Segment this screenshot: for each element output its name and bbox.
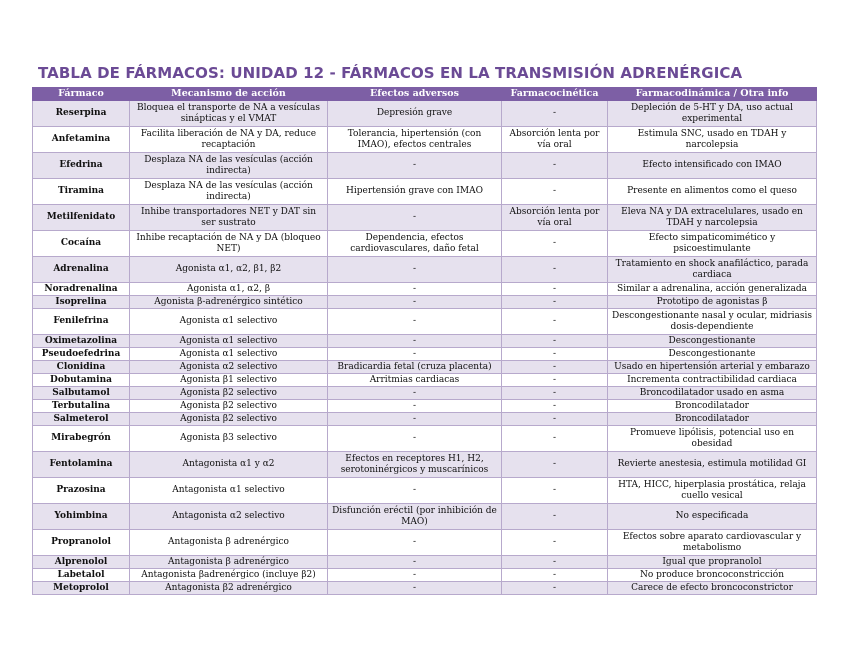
pharmacokinetics-cell: - xyxy=(502,309,608,335)
mechanism-cell: Antagonista β adrenérgico xyxy=(130,556,328,569)
adverse-effects-cell: - xyxy=(328,153,502,179)
drug-name-cell: Propranolol xyxy=(33,530,130,556)
table-row xyxy=(33,335,817,348)
pharmacodynamics-cell: Estimula SNC, usado en TDAH y narcolepsia xyxy=(608,127,817,153)
drug-name-cell: Labetalol xyxy=(33,569,130,582)
table-row xyxy=(33,361,817,374)
adverse-effects-cell: Depresión grave xyxy=(328,101,502,127)
drug-name-cell: Prazosina xyxy=(33,478,130,504)
adverse-effects-cell: - xyxy=(328,309,502,335)
drug-table xyxy=(32,87,817,595)
pharmacokinetics-cell: - xyxy=(502,283,608,296)
pharmacokinetics-cell: - xyxy=(502,335,608,348)
table-row xyxy=(33,283,817,296)
pharmacodynamics-cell: No especificada xyxy=(608,504,817,530)
drug-name-cell: Noradrenalina xyxy=(33,283,130,296)
drug-name-cell: Reserpina xyxy=(33,101,130,127)
mechanism-cell: Agonista β3 selectivo xyxy=(130,426,328,452)
drug-name-cell: Tiramina xyxy=(33,179,130,205)
drug-name-cell: Adrenalina xyxy=(33,257,130,283)
pharmacodynamics-cell: No produce broncoconstricción xyxy=(608,569,817,582)
mechanism-cell: Antagonista α1 y α2 xyxy=(130,452,328,478)
table-row xyxy=(33,426,817,452)
pharmacodynamics-cell: Efecto intensificado con IMAO xyxy=(608,153,817,179)
drug-name-cell: Cocaína xyxy=(33,231,130,257)
pharmacokinetics-cell: - xyxy=(502,569,608,582)
drug-name-cell: Anfetamina xyxy=(33,127,130,153)
table-row xyxy=(33,530,817,556)
adverse-effects-cell: Hipertensión grave con IMAO xyxy=(328,179,502,205)
mechanism-cell: Facilita liberación de NA y DA, reduce recaptación xyxy=(130,127,328,153)
drug-name-cell: Clonidina xyxy=(33,361,130,374)
mechanism-cell: Desplaza NA de las vesículas (acción indirecta) xyxy=(130,153,328,179)
pharmacokinetics-cell: - xyxy=(502,426,608,452)
table-row xyxy=(33,569,817,582)
adverse-effects-cell: - xyxy=(328,530,502,556)
adverse-effects-cell: - xyxy=(328,296,502,309)
adverse-effects-cell: - xyxy=(328,400,502,413)
adverse-effects-cell: Tolerancia, hipertensión (con IMAO), efectos centrales xyxy=(328,127,502,153)
pharmacodynamics-cell: Broncodilatador xyxy=(608,413,817,426)
pharmacokinetics-cell: - xyxy=(502,530,608,556)
table-row xyxy=(33,127,817,153)
drug-name-cell: Mirabegrón xyxy=(33,426,130,452)
pharmacokinetics-cell: - xyxy=(502,348,608,361)
drug-name-cell: Fenilefrina xyxy=(33,309,130,335)
drug-name-cell: Fentolamina xyxy=(33,452,130,478)
adverse-effects-cell: - xyxy=(328,205,502,231)
table-row xyxy=(33,296,817,309)
mechanism-cell: Antagonista β2 adrenérgico xyxy=(130,582,328,595)
mechanism-cell: Agonista α1 selectivo xyxy=(130,348,328,361)
pharmacokinetics-cell: - xyxy=(502,296,608,309)
adverse-effects-cell: Bradicardia fetal (cruza placenta) xyxy=(328,361,502,374)
table-row xyxy=(33,374,817,387)
pharmacodynamics-cell: Depleción de 5-HT y DA, uso actual experimental xyxy=(608,101,817,127)
adverse-effects-cell: - xyxy=(328,582,502,595)
column-header-farmacocinetica: Farmacocinética xyxy=(502,88,608,101)
table-row xyxy=(33,179,817,205)
table-row xyxy=(33,452,817,478)
pharmacokinetics-cell: - xyxy=(502,374,608,387)
mechanism-cell: Antagonista α1 selectivo xyxy=(130,478,328,504)
adverse-effects-cell: - xyxy=(328,556,502,569)
pharmacodynamics-cell: Efectos sobre aparato cardiovascular y metabolismo xyxy=(608,530,817,556)
mechanism-cell: Agonista β1 selectivo xyxy=(130,374,328,387)
pharmacodynamics-cell: Tratamiento en shock anafiláctico, parada cardiaca xyxy=(608,257,817,283)
drug-name-cell: Isoprelina xyxy=(33,296,130,309)
adverse-effects-cell: - xyxy=(328,348,502,361)
column-header-efectos: Efectos adversos xyxy=(328,88,502,101)
pharmacokinetics-cell: - xyxy=(502,452,608,478)
pharmacodynamics-cell: Revierte anestesia, estimula motilidad GI xyxy=(608,452,817,478)
mechanism-cell: Agonista β2 selectivo xyxy=(130,387,328,400)
table-row xyxy=(33,231,817,257)
mechanism-cell: Agonista β2 selectivo xyxy=(130,413,328,426)
adverse-effects-cell: - xyxy=(328,283,502,296)
adverse-effects-cell: Disfunción eréctil (por inhibición de MAO) xyxy=(328,504,502,530)
drug-name-cell: Pseudoefedrina xyxy=(33,348,130,361)
pharmacokinetics-cell: - xyxy=(502,400,608,413)
drug-name-cell: Alprenolol xyxy=(33,556,130,569)
drug-name-cell: Metilfenidato xyxy=(33,205,130,231)
table-row xyxy=(33,101,817,127)
adverse-effects-cell: - xyxy=(328,478,502,504)
table-row xyxy=(33,309,817,335)
column-header-mecanismo: Mecanismo de acción xyxy=(130,88,328,101)
pharmacokinetics-cell: Absorción lenta por vía oral xyxy=(502,127,608,153)
pharmacokinetics-cell: - xyxy=(502,556,608,569)
pharmacodynamics-cell: Broncodilatador usado en asma xyxy=(608,387,817,400)
pharmacokinetics-cell: - xyxy=(502,101,608,127)
table-row xyxy=(33,504,817,530)
mechanism-cell: Desplaza NA de las vesículas (acción indirecta) xyxy=(130,179,328,205)
pharmacodynamics-cell: Descongestionante nasal y ocular, midriasis dosis-dependiente xyxy=(608,309,817,335)
pharmacodynamics-cell: Usado en hipertensión arterial y embarazo xyxy=(608,361,817,374)
pharmacodynamics-cell: Prototipo de agonistas β xyxy=(608,296,817,309)
mechanism-cell: Agonista α1 selectivo xyxy=(130,335,328,348)
pharmacokinetics-cell: - xyxy=(502,504,608,530)
pharmacokinetics-cell: - xyxy=(502,257,608,283)
drug-name-cell: Efedrina xyxy=(33,153,130,179)
pharmacokinetics-cell: - xyxy=(502,582,608,595)
adverse-effects-cell: Efectos en receptores H1, H2, serotoninérgicos y muscarínicos xyxy=(328,452,502,478)
drug-name-cell: Metoprolol xyxy=(33,582,130,595)
table-row xyxy=(33,478,817,504)
table-row xyxy=(33,582,817,595)
table-row xyxy=(33,153,817,179)
table-row xyxy=(33,556,817,569)
column-header-farmaco: Fármaco xyxy=(33,88,130,101)
adverse-effects-cell: - xyxy=(328,257,502,283)
mechanism-cell: Agonista α1, α2, β1, β2 xyxy=(130,257,328,283)
table-row xyxy=(33,348,817,361)
pharmacodynamics-cell: Efecto simpaticomimético y psicoestimulante xyxy=(608,231,817,257)
pharmacodynamics-cell: Igual que propranolol xyxy=(608,556,817,569)
mechanism-cell: Agonista β2 selectivo xyxy=(130,400,328,413)
pharmacodynamics-cell: Similar a adrenalina, acción generalizada xyxy=(608,283,817,296)
drug-name-cell: Salbutamol xyxy=(33,387,130,400)
pharmacokinetics-cell: - xyxy=(502,153,608,179)
mechanism-cell: Inhibe recaptación de NA y DA (bloqueo NET) xyxy=(130,231,328,257)
mechanism-cell: Agonista α1 selectivo xyxy=(130,309,328,335)
adverse-effects-cell: - xyxy=(328,387,502,400)
table-header-row xyxy=(33,88,817,101)
page-title: TABLA DE FÁRMACOS: UNIDAD 12 - FÁRMACOS EN LA TRANSMISIÓN ADRENÉRGICA xyxy=(38,64,743,82)
adverse-effects-cell: - xyxy=(328,426,502,452)
pharmacokinetics-cell: Absorción lenta por vía oral xyxy=(502,205,608,231)
pharmacokinetics-cell: - xyxy=(502,413,608,426)
table-row xyxy=(33,413,817,426)
column-header-farmacodinamica: Farmacodinámica / Otra info xyxy=(608,88,817,101)
table-row xyxy=(33,387,817,400)
pharmacokinetics-cell: - xyxy=(502,361,608,374)
mechanism-cell: Antagonista βadrenérgico (incluye β2) xyxy=(130,569,328,582)
mechanism-cell: Agonista β-adrenérgico sintético xyxy=(130,296,328,309)
pharmacodynamics-cell: Incrementa contractibilidad cardiaca xyxy=(608,374,817,387)
adverse-effects-cell: - xyxy=(328,569,502,582)
pharmacokinetics-cell: - xyxy=(502,231,608,257)
table-row xyxy=(33,257,817,283)
mechanism-cell: Antagonista α2 selectivo xyxy=(130,504,328,530)
pharmacodynamics-cell: Presente en alimentos como el queso xyxy=(608,179,817,205)
pharmacodynamics-cell: Carece de efecto broncoconstrictor xyxy=(608,582,817,595)
mechanism-cell: Inhibe transportadores NET y DAT sin ser sustrato xyxy=(130,205,328,231)
adverse-effects-cell: Arritmias cardiacas xyxy=(328,374,502,387)
mechanism-cell: Antagonista β adrenérgico xyxy=(130,530,328,556)
table-row xyxy=(33,205,817,231)
adverse-effects-cell: - xyxy=(328,413,502,426)
pharmacodynamics-cell: Descongestionante xyxy=(608,335,817,348)
adverse-effects-cell: - xyxy=(328,335,502,348)
drug-name-cell: Terbutalina xyxy=(33,400,130,413)
mechanism-cell: Bloquea el transporte de NA a vesículas sinápticas y el VMAT xyxy=(130,101,328,127)
pharmacodynamics-cell: Eleva NA y DA extracelulares, usado en TDAH y narcolepsia xyxy=(608,205,817,231)
pharmacokinetics-cell: - xyxy=(502,387,608,400)
drug-name-cell: Oximetazolina xyxy=(33,335,130,348)
table-row xyxy=(33,400,817,413)
pharmacodynamics-cell: Promueve lipólisis, potencial uso en obesidad xyxy=(608,426,817,452)
pharmacodynamics-cell: HTA, HICC, hiperplasia prostática, relaja cuello vesical xyxy=(608,478,817,504)
adverse-effects-cell: Dependencia, efectos cardiovasculares, daño fetal xyxy=(328,231,502,257)
drug-name-cell: Dobutamina xyxy=(33,374,130,387)
pharmacokinetics-cell: - xyxy=(502,179,608,205)
pharmacodynamics-cell: Descongestionante xyxy=(608,348,817,361)
pharmacodynamics-cell: Broncodilatador xyxy=(608,400,817,413)
mechanism-cell: Agonista α1, α2, β xyxy=(130,283,328,296)
mechanism-cell: Agonista α2 selectivo xyxy=(130,361,328,374)
drug-name-cell: Salmeterol xyxy=(33,413,130,426)
drug-name-cell: Yohimbina xyxy=(33,504,130,530)
pharmacokinetics-cell: - xyxy=(502,478,608,504)
